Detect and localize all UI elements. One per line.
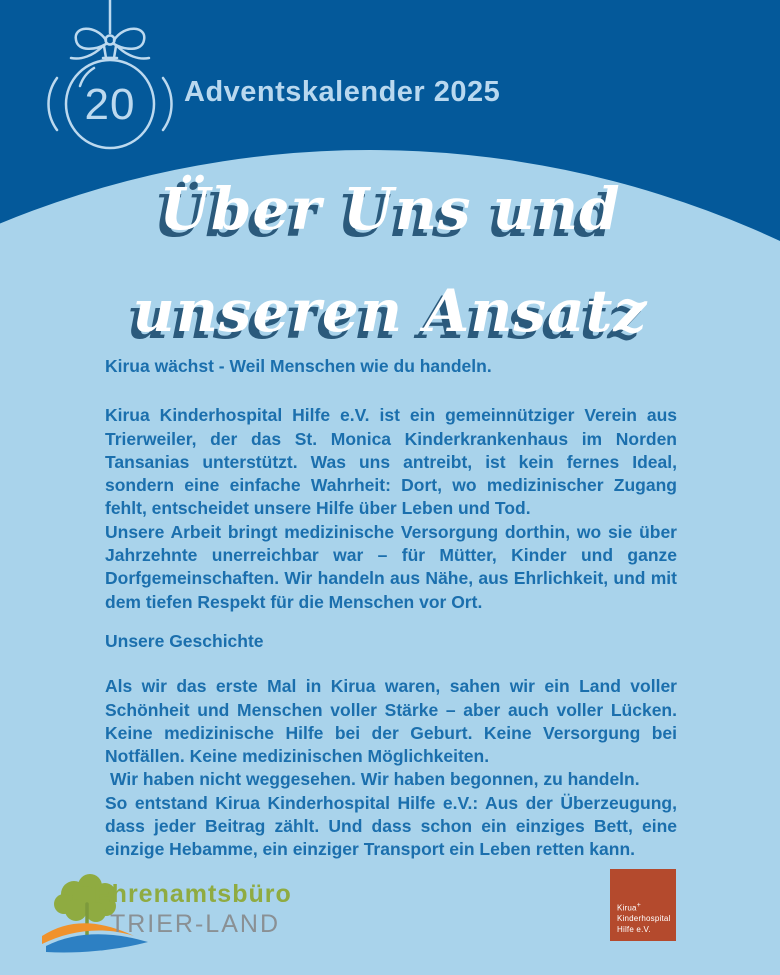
paragraph-history — [105, 675, 677, 861]
kirua-name: Kirua — [617, 903, 637, 913]
trier-land-wordmark: TRIER-LAND — [109, 910, 280, 938]
left-sparkle — [48, 78, 57, 130]
ehrenamtsbuero-logo-text — [94, 880, 292, 939]
kirua-logo-line3: Hilfe e.V. — [617, 924, 651, 934]
page-title — [0, 158, 780, 362]
bauble-cap — [104, 46, 116, 58]
paragraph-about — [105, 404, 677, 614]
right-sparkle — [163, 78, 172, 130]
paragraph-about-part1: Kirua Kinderhospital Hilfe e.V. ist ein gemeinnütziger Verein aus Trierweiler, der das St. Monica Kinderkrankenhaus im Norden Tansanias unterstützt. Was uns antreibt, ist kein fernes Ideal, sondern eine einfache Wahrheit: Dort, wo medizinischer Zugang fehlt, entscheidet unsere Hilfe über Leben und Tod. — [105, 405, 677, 519]
page-title-line2: unseren Ansatz — [132, 277, 648, 345]
paragraph-history-part3: So entstand Kirua Kinderhospital Hilfe e.V.: Aus der Überzeugung, dass jeder Beitrag zählt. Und dass schon ein einziges Bett, eine einzige Hebamme, ein einziger Transport ein Leben retten kann. — [105, 792, 677, 860]
plus-icon: + — [636, 902, 641, 910]
body-copy — [105, 355, 677, 862]
page-title-line1: Über Uns und — [159, 175, 621, 243]
section-heading: Unsere Geschichte — [105, 630, 264, 651]
paragraph-about-part2: Unsere Arbeit bringt medizinische Versorgung dorthin, wo sie über Jahrzehnte unerreichbar war – für Mütter, Kinder und ganze Dorfgemeinschaften. Wir handeln aus Nähe, aus Ehrlichkeit, und mit dem tiefen Respekt für die Menschen vor Ort. — [105, 521, 677, 612]
christmas-bauble-icon — [33, 0, 193, 152]
calendar-title: Adventskalender 2025 — [184, 76, 501, 108]
paragraph-history-part1: Als wir das erste Mal in Kirua waren, sahen wir ein Land voller Schönheit und Menschen voller Stärke – aber auch voller Lücken. Keine medizinische Hilfe bei der Geburt. Keine Versorgung bei Notfällen. Keine medizinischen Möglichkeiten. — [105, 676, 677, 767]
kirua-logo-line1 — [617, 901, 671, 914]
day-number: 20 — [84, 80, 136, 129]
ehrenamtsbuero-wordmark: Ehrenamtsbüro — [94, 880, 292, 908]
kirua-logo-text — [617, 901, 671, 935]
paragraph-history-part2: Wir haben nicht weggesehen. Wir haben begonnen, zu handeln. — [110, 769, 640, 790]
kirua-logo — [610, 869, 676, 941]
intro-line: Kirua wächst - Weil Menschen wie du handeln. — [105, 356, 492, 376]
kirua-logo-line2: Kinderhospital — [617, 914, 671, 924]
